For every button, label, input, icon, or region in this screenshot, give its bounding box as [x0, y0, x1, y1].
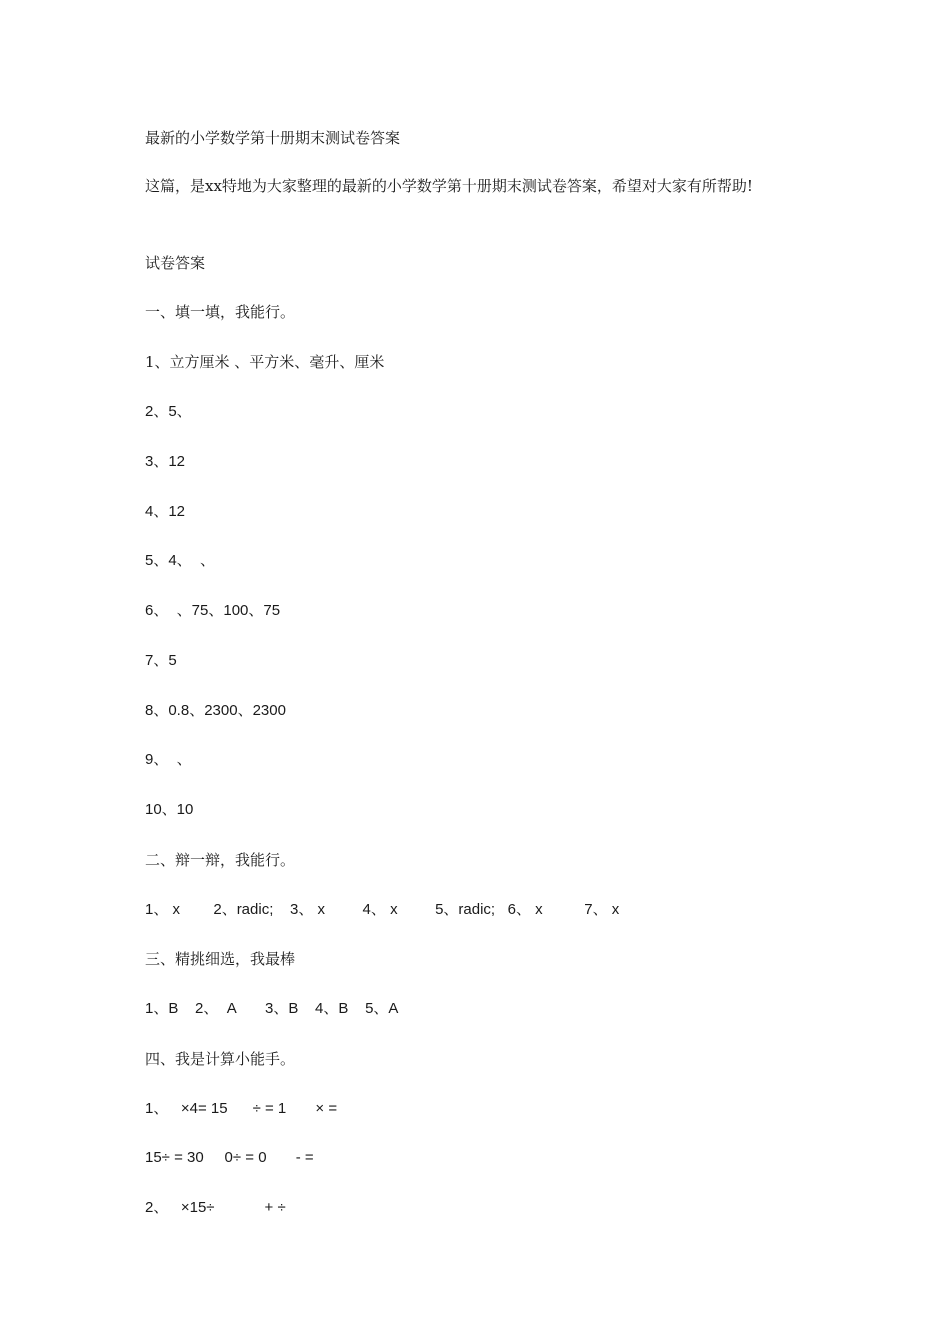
- part1-item: 4、12: [145, 503, 186, 520]
- part1-item: 5、4、 、: [145, 552, 216, 569]
- part4-line: 2、 ×15÷ + ÷: [145, 1199, 286, 1216]
- part1-item: 7、5: [145, 652, 177, 669]
- part4-line: 15÷ = 30 0÷ = 0 - =: [145, 1149, 314, 1166]
- part1-item: 1、立方厘米 、平方米、毫升、厘米: [145, 353, 385, 371]
- part1-item: 8、0.8、2300、2300: [145, 702, 286, 719]
- document-title: 最新的小学数学第十册期末测试卷答案: [145, 129, 401, 147]
- part1-item: 2、5、: [145, 403, 192, 420]
- part1-item: 10、10: [145, 801, 194, 818]
- part4-line: 1、 ×4= 15 ÷ = 1 × =: [145, 1100, 338, 1117]
- intro-paragraph: 这篇，是xx特地为大家整理的最新的小学数学第十册期末测试卷答案，希望对大家有所帮助!: [145, 177, 753, 195]
- part1-item: 9、 、: [145, 751, 192, 768]
- part1-item: 6、 、75、100、75: [145, 602, 281, 619]
- part1-heading: 一、填一填，我能行。: [145, 303, 296, 321]
- part3-heading: 三、精挑细选，我最棒: [145, 950, 296, 968]
- section-heading: 试卷答案: [145, 254, 206, 272]
- part1-item: 3、12: [145, 453, 186, 470]
- part2-heading: 二、辩一辩，我能行。: [145, 851, 296, 869]
- part3-answers: 1、B 2、 A 3、B 4、B 5、A: [145, 1000, 399, 1017]
- part4-heading: 四、我是计算小能手。: [145, 1050, 296, 1068]
- part2-answers: 1、 x 2、radic; 3、 x 4、 x 5、radic; 6、 x 7、 x: [145, 901, 620, 918]
